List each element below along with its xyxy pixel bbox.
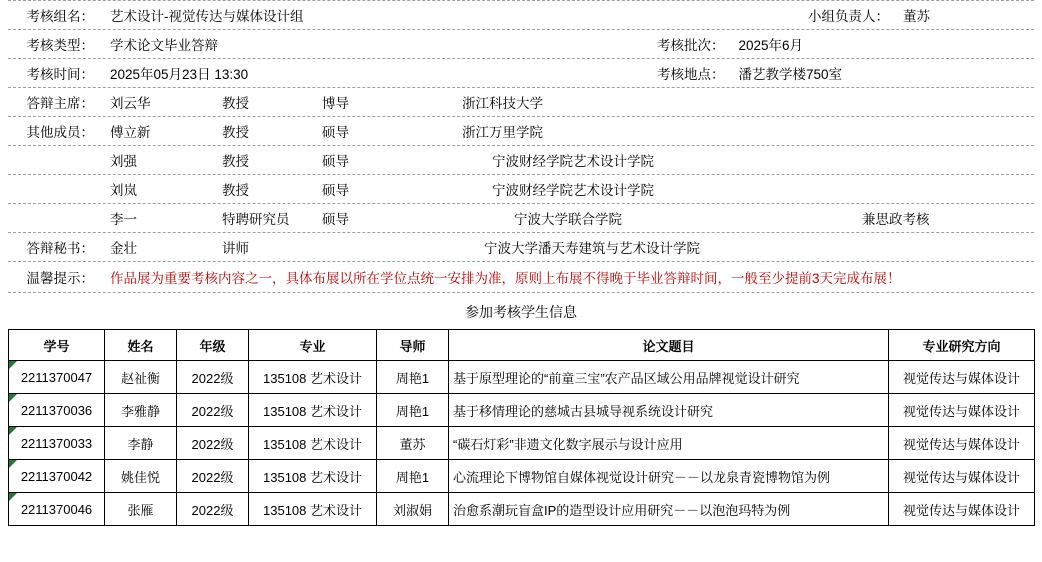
cell-student-name: 姚佳悦 (105, 460, 177, 493)
info-row-chair (8, 88, 1034, 117)
secretary-school: 宁波大学潘天寿建筑与艺术设计学院 (484, 241, 700, 256)
exam-place-pair (657, 63, 842, 83)
secretary-name: 金壮 (110, 241, 137, 256)
cell-student-id: 2211370047 (9, 361, 105, 394)
info-row-secretary (8, 233, 1034, 262)
group-name-value: 艺术设计-视觉传达与媒体设计组 (110, 9, 304, 24)
table-row (9, 460, 1035, 493)
member-name: 刘岚 (110, 183, 137, 198)
chair-degree: 博导 (322, 96, 349, 111)
col-header-thesis: 论文题目 (449, 330, 889, 361)
col-header-grade: 年级 (177, 330, 249, 361)
member-school: 宁波财经学院艺术设计学院 (492, 154, 654, 169)
cell-direction: 视觉传达与媒体设计 (889, 460, 1035, 493)
cell-major: 135108 艺术设计 (249, 361, 377, 394)
table-row (9, 361, 1035, 394)
cell-student-id: 2211370046 (9, 493, 105, 526)
member-name: 李一 (110, 212, 137, 227)
cell-direction: 视觉传达与媒体设计 (889, 361, 1035, 394)
cell-direction: 视觉传达与媒体设计 (889, 427, 1035, 460)
cell-grade: 2022级 (177, 460, 249, 493)
info-row-member (8, 117, 1034, 146)
group-name-label: 考核组名： (26, 9, 94, 24)
cell-thesis: “碳石灯彩”非遗文化数字展示与设计应用 (449, 427, 889, 460)
cell-major: 135108 艺术设计 (249, 427, 377, 460)
cell-thesis: 基于原型理论的“前童三宝”农产品区域公用品牌视觉设计研究 (449, 361, 889, 394)
exam-time-value: 2025年05月23日 13:30 (110, 67, 249, 82)
member-degree: 硕导 (322, 212, 349, 227)
cell-major: 135108 艺术设计 (249, 493, 377, 526)
chair-name: 刘云华 (110, 96, 151, 111)
member-school: 宁波大学联合学院 (514, 212, 622, 227)
col-header-direction: 专业研究方向 (889, 330, 1035, 361)
chair-title: 教授 (222, 96, 249, 111)
member-extra-note: 兼思政考核 (862, 212, 930, 227)
group-leader-value: 董苏 (903, 9, 930, 24)
table-row (9, 493, 1035, 526)
cell-grade: 2022级 (177, 493, 249, 526)
cell-mentor: 刘淑娟 (377, 493, 449, 526)
col-header-name: 姓名 (105, 330, 177, 361)
exam-time-label: 考核时间： (26, 67, 94, 82)
chair-label: 答辩主席： (26, 96, 94, 111)
exam-place-label: 考核地点： (657, 67, 725, 82)
cell-major: 135108 艺术设计 (249, 394, 377, 427)
tip-row (8, 262, 1034, 293)
member-degree: 硕导 (322, 125, 349, 140)
cell-student-name: 赵祉衡 (105, 361, 177, 394)
member-degree: 硕导 (322, 154, 349, 169)
cell-student-id: 2211370033 (9, 427, 105, 460)
member-title: 教授 (222, 183, 249, 198)
table-row (9, 394, 1035, 427)
cell-direction: 视觉传达与媒体设计 (889, 394, 1035, 427)
tip-text: 作品展为重要考核内容之一，具体布展以所在学位点统一安排为准，原则上布展不得晚于毕业答辩时间，一般至少提前3天完成布展！ (110, 271, 901, 286)
cell-thesis: 基于移情理论的慈城古县城导视系统设计研究 (449, 394, 889, 427)
members-label: 其他成员： (26, 125, 94, 140)
secretary-title: 讲师 (222, 241, 249, 256)
member-title: 教授 (222, 125, 249, 140)
students-section-title: 参加考核学生信息 (465, 304, 577, 320)
info-row-group-name (8, 0, 1034, 30)
member-name: 刘强 (110, 154, 137, 169)
table-header-row (9, 330, 1035, 361)
col-header-mentor: 导师 (377, 330, 449, 361)
info-row-member (8, 146, 1034, 175)
secretary-label: 答辩秘书： (26, 241, 94, 256)
member-title: 教授 (222, 154, 249, 169)
cell-thesis: 治愈系潮玩盲盒IP的造型设计应用研究－－以泡泡玛特为例 (449, 493, 889, 526)
cell-student-name: 李静 (105, 427, 177, 460)
exam-type-label: 考核类型： (26, 38, 94, 53)
table-row (9, 427, 1035, 460)
member-title: 特聘研究员 (222, 212, 290, 227)
exam-batch-label: 考核批次： (657, 38, 725, 53)
cell-student-name: 李雅静 (105, 394, 177, 427)
member-name: 傅立新 (110, 125, 151, 140)
info-row-exam-type (8, 30, 1034, 59)
cell-thesis: 心流理论下博物馆自媒体视觉设计研究－－以龙泉青瓷博物馆为例 (449, 460, 889, 493)
cell-major: 135108 艺术设计 (249, 460, 377, 493)
exam-batch-pair (657, 34, 803, 54)
info-row-exam-time (8, 59, 1034, 88)
cell-direction: 视觉传达与媒体设计 (889, 493, 1035, 526)
exam-type-value: 学术论文毕业答辩 (110, 38, 218, 53)
header-info-block (8, 0, 1034, 293)
tip-label: 温馨提示： (26, 271, 94, 286)
group-leader-pair (808, 5, 930, 25)
exam-batch-value: 2025年6月 (738, 38, 804, 53)
col-header-id: 学号 (9, 330, 105, 361)
cell-mentor: 周艳1 (377, 361, 449, 394)
member-school: 浙江万里学院 (462, 125, 543, 140)
member-degree: 硕导 (322, 183, 349, 198)
cell-mentor: 董苏 (377, 427, 449, 460)
cell-mentor: 周艳1 (377, 394, 449, 427)
group-leader-label: 小组负责人： (808, 9, 889, 24)
exam-place-value: 潘艺教学楼750室 (738, 67, 843, 82)
cell-student-id: 2211370042 (9, 460, 105, 493)
cell-grade: 2022级 (177, 427, 249, 460)
info-row-member (8, 175, 1034, 204)
col-header-major: 专业 (249, 330, 377, 361)
cell-grade: 2022级 (177, 361, 249, 394)
cell-grade: 2022级 (177, 394, 249, 427)
info-row-member (8, 204, 1034, 233)
member-school: 宁波财经学院艺术设计学院 (492, 183, 654, 198)
cell-student-id: 2211370036 (9, 394, 105, 427)
chair-school: 浙江科技大学 (462, 96, 543, 111)
cell-mentor: 周艳1 (377, 460, 449, 493)
students-table (8, 329, 1035, 526)
cell-student-name: 张雁 (105, 493, 177, 526)
